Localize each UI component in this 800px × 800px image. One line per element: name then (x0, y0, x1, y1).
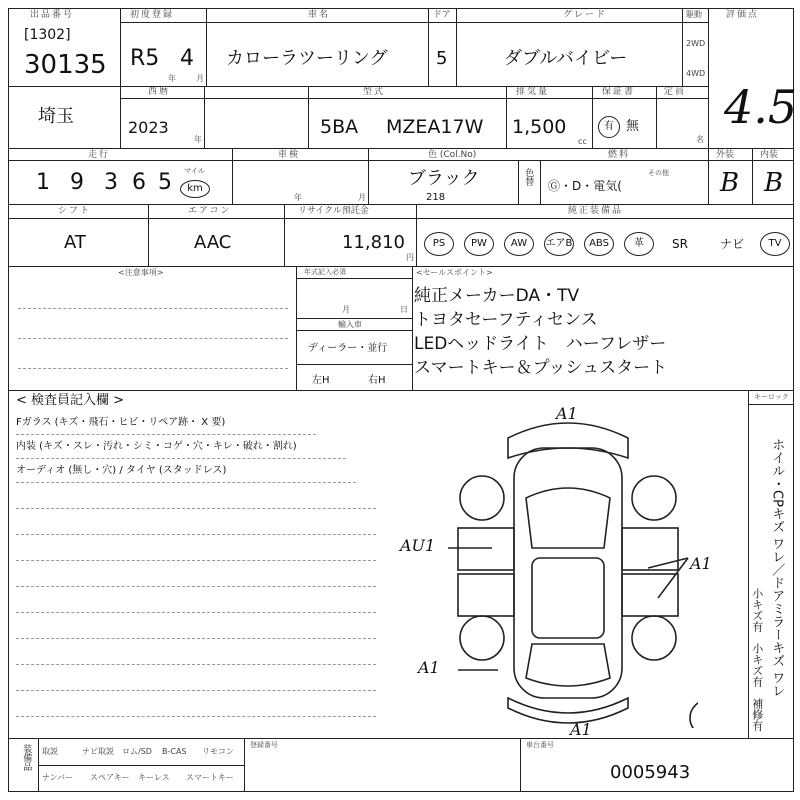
warranty-no: 無 (626, 119, 640, 134)
reg-month: 4 (180, 46, 194, 71)
footer-item-row1-2: ロム/SD (122, 747, 152, 756)
footer-item-row1-4: リモコン (202, 747, 234, 756)
mileage-digit-1: 1 (36, 170, 50, 195)
front-bumper-shape (508, 423, 628, 458)
equipment-b: エアB (544, 232, 574, 256)
import-label: 輸入車 (338, 320, 362, 329)
sales-point-1: 純正メーカーDA・TV (414, 286, 580, 306)
inspector-line-3: オーディオ (無し・穴) / タイヤ (スタッドレス) (16, 465, 227, 476)
inspector-line-2: 内装 (キズ・スレ・汚れ・シミ・コゲ・穴・キレ・破れ・割れ) (16, 441, 297, 452)
sales-label: <セールスポイント> (416, 268, 493, 277)
exterior-label: 外装 (716, 150, 735, 160)
month-unit: 月 (196, 74, 204, 83)
warranty-label: 保証書 (602, 87, 636, 97)
footer-items-label: 装備品 (21, 744, 32, 771)
score: 4.5 (724, 80, 798, 134)
windshield-shape (526, 488, 610, 548)
year-suffix: 年 (194, 135, 202, 144)
grade: ダブルバイビー (504, 48, 628, 69)
score-label: 評価点 (726, 10, 760, 20)
drive-4wd: 4WD (686, 69, 706, 78)
drive-label: 駆動 (686, 10, 702, 19)
model-code: MZEA17W (386, 116, 484, 138)
dealer-label: ディーラー・並行 (308, 343, 388, 354)
caution-label: <注意事項> (118, 268, 164, 277)
wheel-rl-circle (460, 616, 504, 660)
inspector-line-1: Fガラス (キズ・飛石・ヒビ・リペア跡・ X 要) (16, 417, 226, 428)
equipment-abs: ABS (584, 232, 614, 256)
side-notes: ホイル・CPキズ ワレ／ドアミラーキズ ワレ (769, 438, 785, 698)
equipment--5: 革 (624, 232, 654, 256)
ac: AAC (194, 232, 232, 253)
reg-notes-label: 年式記入必須 (304, 268, 346, 276)
displacement: 1,500 (512, 116, 567, 138)
color-name: ブラック (408, 168, 480, 189)
mileage-digit-5: 5 (158, 170, 172, 195)
damage-mark-front: A1 (556, 404, 578, 423)
shift: AT (64, 232, 86, 253)
doors-label: ドア (433, 10, 451, 20)
ac-label: エアコン (188, 206, 232, 216)
exterior-grade: B (720, 168, 740, 198)
warranty-yes: 有 (598, 116, 620, 138)
footer-item-row1-3: B-CAS (162, 747, 187, 756)
equipment-tv: TV (760, 232, 790, 256)
equipment-sr: SR (672, 237, 688, 251)
footer-item-row2-0: ナンバー (42, 773, 74, 782)
reg-no-label: 登録番号 (250, 741, 278, 749)
mileage-digit-4: 6 (132, 170, 146, 195)
footer-item-row1-0: 取説 (42, 747, 58, 756)
inspector-title: < 検査員記入欄 > (16, 393, 125, 408)
color-label: 色 (Col.No) (428, 150, 477, 160)
equipment-pw: PW (464, 232, 494, 256)
region-label: 西暦 (148, 87, 171, 97)
color-change-label: 色替 (523, 168, 534, 186)
year-unit: 年 (168, 74, 176, 83)
interior-grade: B (764, 168, 784, 198)
lot-label: 出品番号 (30, 10, 75, 20)
door-fl-shape (458, 528, 514, 570)
shift-label: シフト (58, 206, 92, 216)
capacity-unit: 名 (696, 135, 704, 144)
door-fr-shape (622, 528, 678, 570)
car-body-outline (514, 448, 622, 698)
door-rr-shape (622, 574, 678, 616)
mileage-unit-km: km (180, 180, 210, 198)
side-notes-2: 小キズ有 小キズ有 補修有 (750, 588, 764, 731)
wheel-fl-circle (460, 476, 504, 520)
spare-wheel-circle (690, 700, 698, 728)
car-name-label: 車名 (308, 10, 331, 20)
inspection-year-unit: 年 (294, 193, 302, 202)
cc-unit: cc (578, 137, 587, 146)
auction-sheet (8, 8, 798, 792)
era: R5 (130, 46, 160, 71)
mileage-label: 走行 (88, 150, 111, 160)
inspection-month-unit: 月 (358, 193, 366, 202)
footer-item-row2-2: キーレス (138, 773, 170, 782)
car-name: カローラツーリング (226, 48, 388, 69)
doors: 5 (436, 48, 448, 69)
prefecture: 埼玉 (38, 106, 74, 127)
rear-bumper-shape (508, 698, 628, 723)
mileage-unit-mile: マイル (184, 167, 205, 175)
equipment-label: 純正装備品 (568, 206, 624, 216)
left-hand-label: 左H (312, 375, 330, 386)
damage-mark-right: A1 (690, 554, 712, 573)
capacity-label: 定員 (664, 87, 687, 97)
recycle-fee: 11,810 (342, 232, 405, 253)
grade-label: グレード (563, 10, 608, 20)
footer-item-row2-3: スマートキー (186, 773, 234, 782)
car-damage-diagram (438, 404, 698, 728)
fuel-label: 燃料 (608, 150, 631, 160)
damage-mark-left-front: AU1 (400, 536, 436, 555)
sales-point-4: スマートキー＆プッシュスタート (414, 358, 668, 378)
wheel-rr-circle (632, 616, 676, 660)
wheel-fr-circle (632, 476, 676, 520)
color-number: 218 (426, 192, 446, 203)
year: 2023 (128, 118, 169, 137)
fuel-other: その他 (648, 169, 669, 177)
model-label: 型式 (363, 87, 386, 97)
inspection-label: 車検 (278, 150, 301, 160)
chassis-label: 車台番号 (526, 741, 554, 749)
sales-point-2: トヨタセーフティセンス (414, 310, 598, 330)
displacement-label: 排気量 (516, 87, 550, 97)
right-hand-label: 右H (368, 375, 386, 386)
drive-2wd: 2WD (686, 39, 706, 48)
mileage-digit-3: 3 (104, 170, 118, 195)
first-reg-label: 初度登録 (130, 10, 175, 20)
roof-shape (532, 558, 604, 638)
rear-window-shape (526, 644, 610, 686)
recycle-unit: 円 (406, 253, 414, 262)
keylock-label: キーロック (754, 393, 789, 401)
footer-item-row2-1: スペアキー (90, 773, 130, 782)
lot-number: 30135 (24, 50, 107, 80)
door-rl-shape (458, 574, 514, 616)
equipment--7: ナビ (720, 237, 745, 251)
damage-mark-rear: A1 (570, 720, 592, 739)
reg-day-label: 日 (400, 305, 408, 314)
recycle-label: リサイクル預託金 (298, 206, 369, 216)
mileage-digit-2: 9 (70, 170, 84, 195)
model-prefix: 5BA (320, 116, 359, 138)
reg-month-label: 月 (342, 305, 350, 314)
interior-label: 内装 (760, 150, 779, 160)
equipment-aw: AW (504, 232, 534, 256)
fuel-options: Ⓖ・D・電気( (548, 179, 622, 193)
footer-item-row1-1: ナビ取説 (82, 747, 114, 756)
equipment-ps: PS (424, 232, 454, 256)
lot-prefix: [1302] (24, 27, 71, 43)
damage-mark-left-rear: A1 (418, 658, 440, 677)
chassis-number: 0005943 (610, 762, 691, 783)
sales-point-3: LEDヘッドライト ハーフレザー (414, 334, 667, 354)
